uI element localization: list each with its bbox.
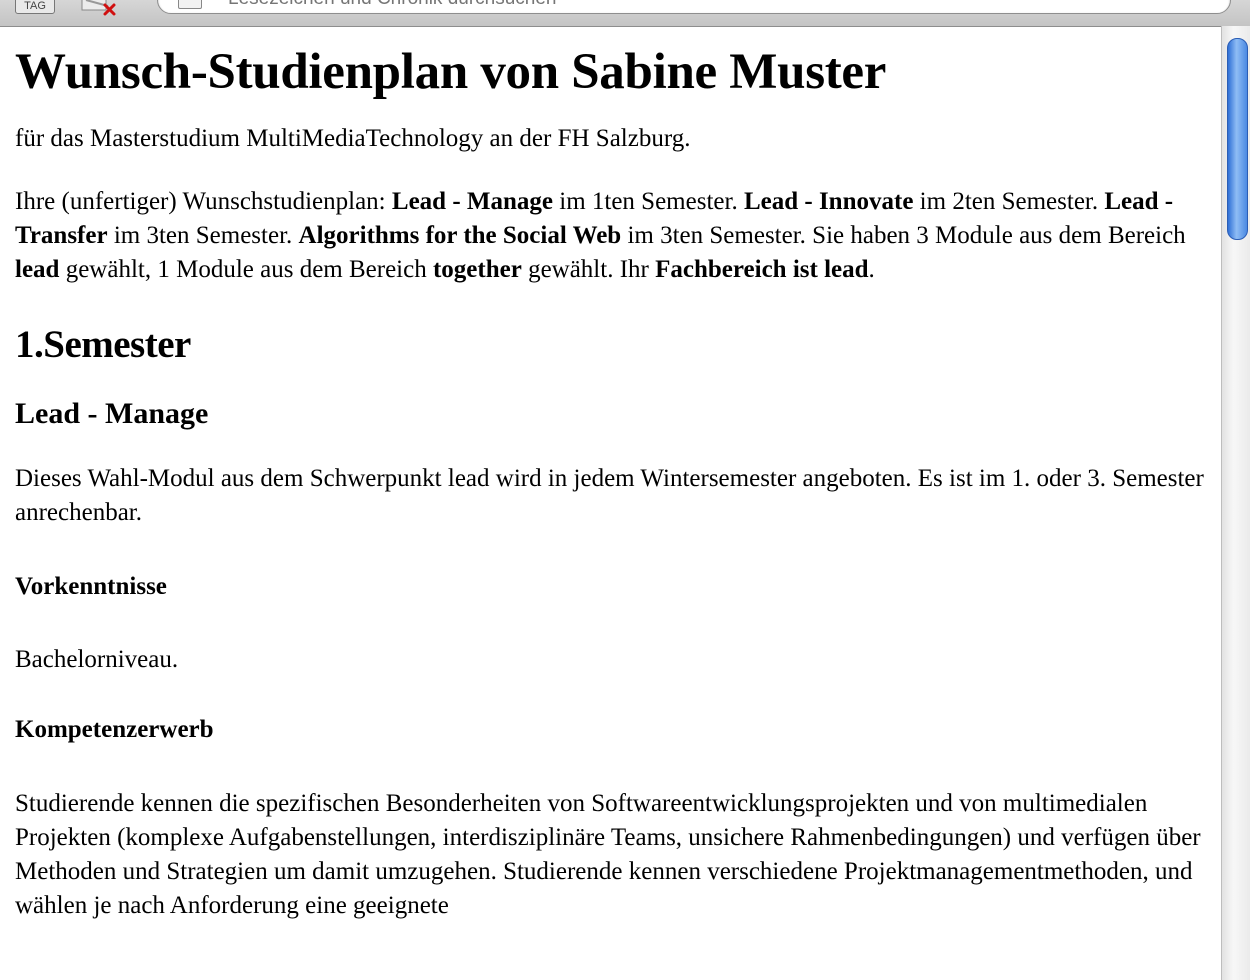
program-subtitle: für das Masterstudium MultiMediaTechnology an der FH Salzburg. [15,125,691,152]
plan-text-7: . [868,256,875,283]
plan-text-2: im 2ten Semester. [913,188,1105,215]
plan-summary [15,185,1205,287]
competence-text: Studierende kennen die spezifischen Besonderheiten von Softwareentwicklungsprojekten und von multimedialen Projekten (komplexe Aufgabenstellungen, interdisziplinäre Teams, unsichere Rahmenbedingungen) und verfügen über Methoden und Strategien um damit umzugehen. Studierende kennen verschiedene Projektmanagementmethoden, und wählen je nach Anforderung eine geeignete [15,790,1201,919]
plan-area-together: together [432,256,522,283]
module-description: Dieses Wahl-Modul aus dem Schwerpunkt lead wird in jedem Wintersemester angeboten. Es ist im 1. oder 3. Semester anrechenbar. [15,465,1204,526]
page-content [15,26,1205,923]
plan-specialization: Fachbereich ist lead [655,256,869,283]
module-title: Lead - Manage [15,397,209,430]
plan-module-1: Lead - Innovate [743,188,914,215]
browser-toolbar [0,0,1250,27]
prerequisites-heading: Vorkenntnisse [15,573,167,600]
prerequisites-text: Bachelorniveau. [15,646,179,673]
plan-module-3: Algorithms for the Social Web [298,222,622,249]
semester-heading: 1.Semester [15,323,191,366]
page-icon [178,0,202,9]
vertical-scrollbar[interactable] [1221,26,1250,980]
search-input[interactable] [228,0,1128,11]
plan-text-1: im 1ten Semester. [553,188,744,215]
scrollbar-thumb[interactable] [1227,38,1248,240]
competence-heading: Kompetenzerwerb [15,716,214,743]
plan-module-2: Lead - Transfer [15,188,1174,249]
plan-module-0: Lead - Manage [391,188,553,215]
bookmark-history-search[interactable] [157,0,1231,14]
plan-text-3: im 3ten Semester. [107,222,299,249]
plan-area-lead: lead [15,256,60,283]
page-title: Wunsch-Studienplan von Sabine Muster [15,44,887,100]
tag-icon[interactable]: TAG [15,0,55,14]
stop-loading-icon[interactable] [78,0,122,18]
plan-text-4: im 3ten Semester. Sie haben 3 Module aus dem Bereich [621,222,1186,249]
plan-text-0: Ihre (unfertiger) Wunschstudienplan: [15,188,392,215]
plan-text-6: gewählt. Ihr [521,256,656,283]
plan-text-5: gewählt, 1 Module aus dem Bereich [59,256,433,283]
